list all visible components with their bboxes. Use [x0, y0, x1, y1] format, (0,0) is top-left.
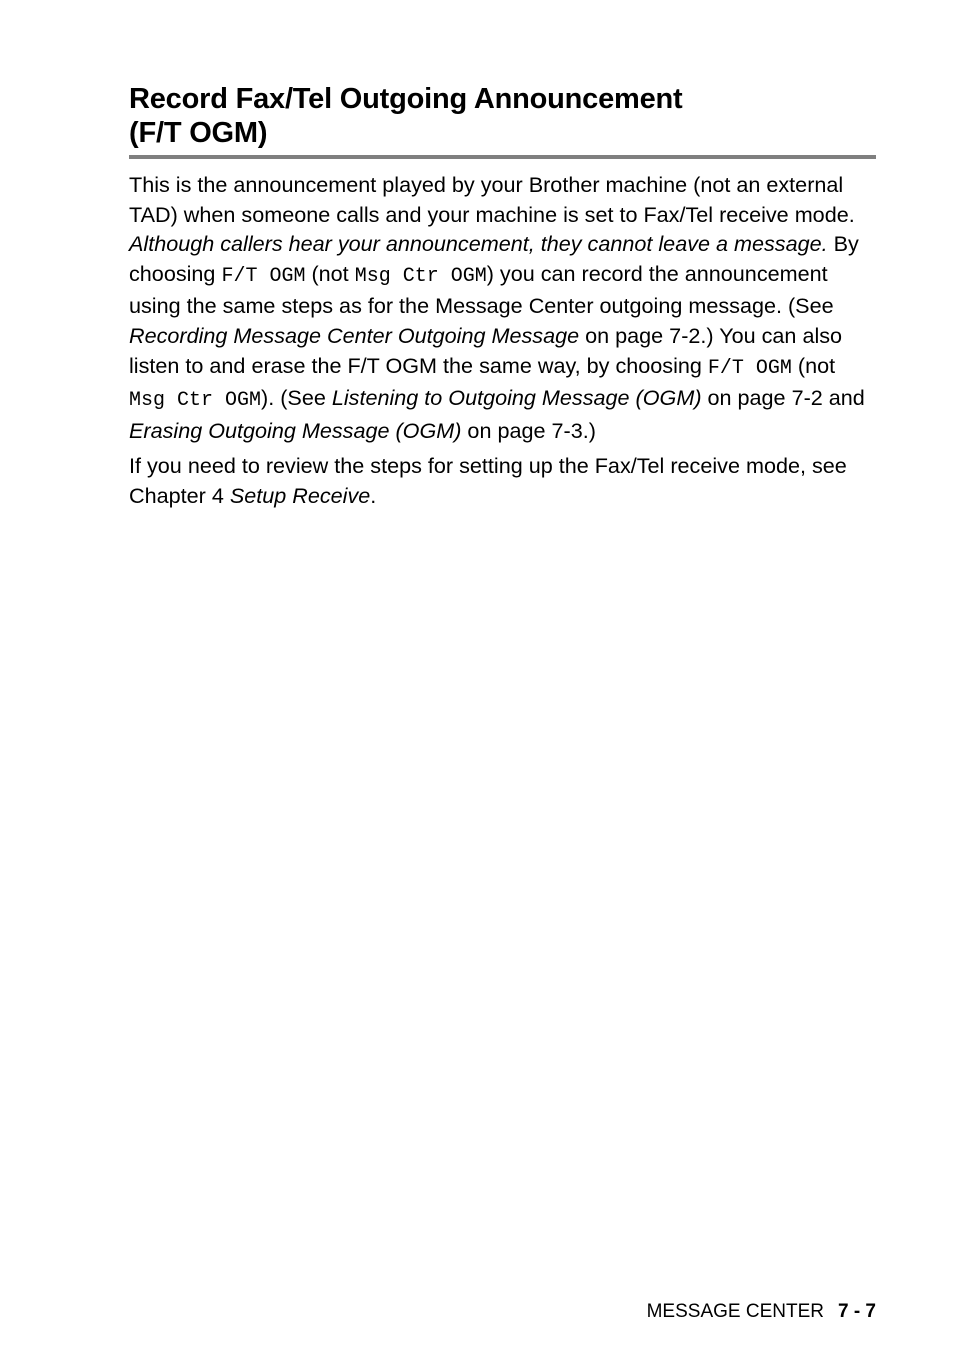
p1-code-4: Msg Ctr OGM	[129, 389, 262, 413]
p1-code-2: Msg Ctr OGM	[354, 264, 487, 288]
p1-code-3: F/T OGM	[707, 356, 792, 380]
p1-text-3: (not	[305, 260, 355, 286]
p1-text-1: This is the announcement played by your Brother machine (not an external TAD) when someone calls and your machine is set to Fax/Tel receive mode.	[129, 172, 855, 227]
p1-italic-4: Erasing Outgoing Message (OGM)	[129, 417, 462, 443]
section-heading	[129, 82, 875, 150]
p1-italic-3: Listening to Outgoing Message (OGM)	[331, 385, 702, 411]
p2-text-2: .	[370, 482, 377, 508]
p1-text-2: By choosing	[129, 231, 859, 286]
p1-italic-1: Although callers hear your announcement, they cannot leave a message.	[129, 231, 828, 257]
heading-rule	[129, 155, 876, 159]
paragraph-1	[129, 170, 877, 445]
p1-text-5: on page 7-2.) You can also listen to and erase the F/T OGM the same way, by choosing	[129, 322, 843, 378]
p1-text-7: ). (See	[261, 385, 332, 411]
heading-line-2: (F/T OGM)	[129, 117, 268, 149]
page-footer	[647, 1300, 876, 1324]
paragraph-2	[129, 451, 877, 510]
body-text	[129, 170, 877, 517]
p2-text-1: If you need to review the steps for setting up the Fax/Tel receive mode, see Chapter 4	[129, 453, 847, 508]
footer-page-number: 7 - 7	[837, 1301, 876, 1322]
p2-italic-1: Setup Receive	[229, 482, 371, 508]
p1-code-1: F/T OGM	[221, 264, 306, 288]
p1-text-4: ) you can record the announcement using the same steps as for the Message Center outgoing message. (See	[129, 260, 834, 319]
p1-text-8: on page 7-2 and	[701, 385, 865, 411]
footer-section-name: MESSAGE CENTER	[646, 1301, 824, 1322]
p1-text-6: (not	[791, 352, 836, 378]
heading-line-1: Record Fax/Tel Outgoing Announcement	[129, 83, 683, 115]
p1-text-9: on page 7-3.)	[461, 417, 596, 443]
p1-italic-2: Recording Message Center Outgoing Message	[129, 322, 580, 348]
